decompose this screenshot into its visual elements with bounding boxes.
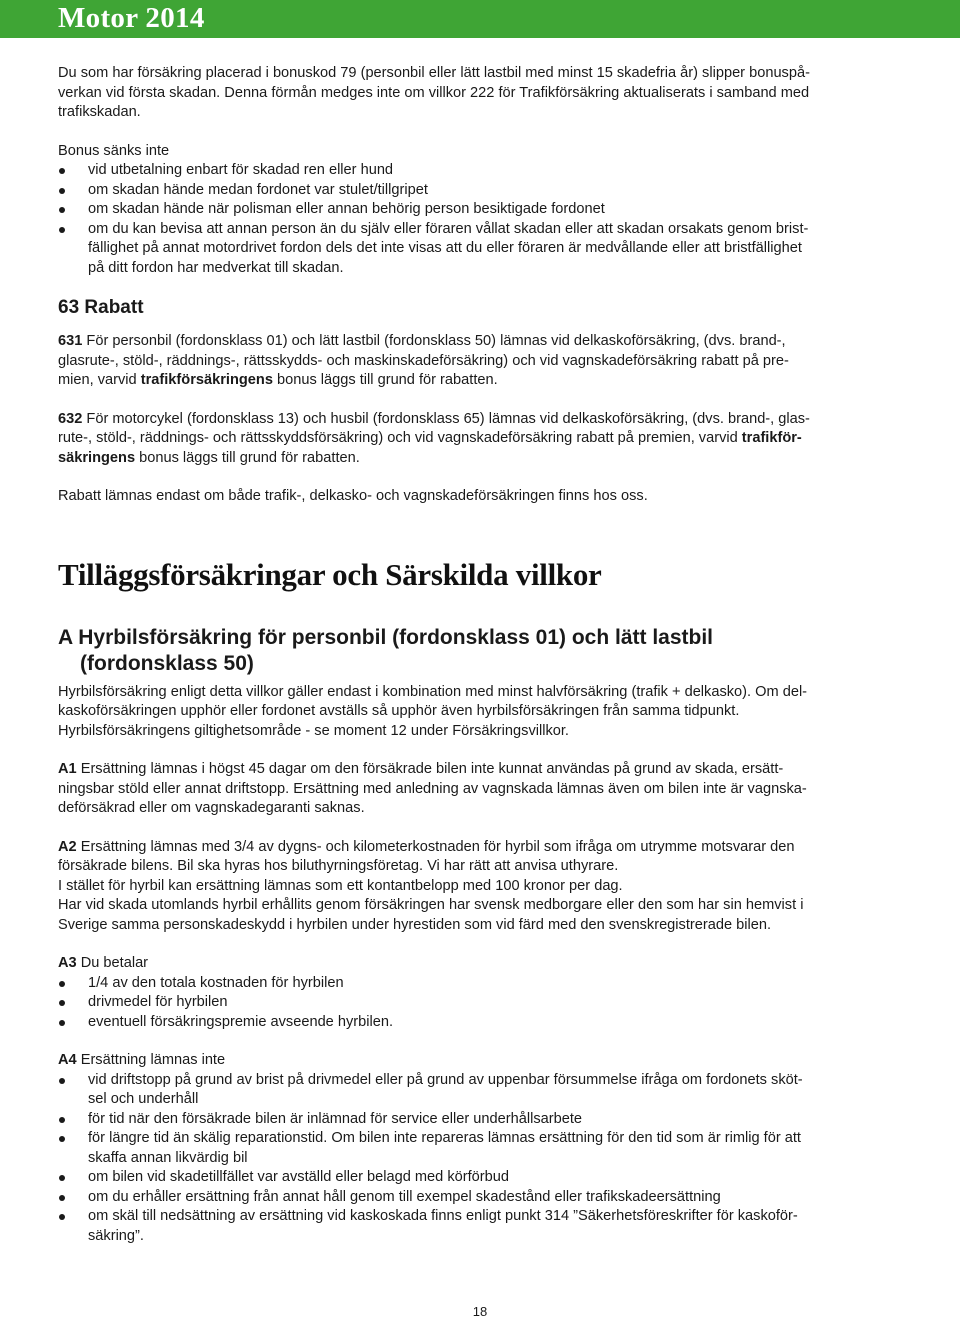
rabatt-heading: 63 Rabatt: [58, 297, 144, 318]
page-number: 18: [472, 1304, 488, 1319]
paragraph-631: 631 För personbil (fordonsklass 01) och lätt lastbil (fordonsklass 50) lämnas vid delkaskoförsäkring, (dvs. brand-, glasrute-, stöld-, räddnings-, rättsskydds- och maskinskadeförsäkring) och vid vagnskadeförsäkring rabatt på pre- mien, varvid trafikförsäkringens bonus läggs till grund för rabatten.: [58, 333, 789, 388]
a3-item: 1/4 av den totala kostnaden för hyrbilen: [58, 974, 898, 994]
intro-line-1: Du som har försäkring placerad i bonuskod 79 (personbil eller lätt lastbil med minst 15 skadefria år) slipper bonuspå-: [58, 65, 810, 81]
a4-item: om du erhåller ersättning från annat håll genom till exempel skadestånd eller trafikskadeersättning: [58, 1188, 898, 1208]
clause-number-a3: A3: [58, 955, 77, 971]
bonus-item: om skadan hände medan fordonet var stulet/tillgripet: [58, 181, 898, 201]
paragraph-632: 632 För motorcykel (fordonsklass 13) och husbil (fordonsklass 65) lämnas vid delkaskoförsäkring, (dvs. brand-, glas- rute-, stöld-, räddnings- och rättsskyddsförsäkring) och vid vagnskadeförsäkring rabatt på premien, varvid trafikför- säkringens bonus läggs till grund för rabatten.: [58, 410, 810, 466]
page-content: [58, 64, 898, 1246]
hyrbil-intro: Hyrbilsförsäkring enligt detta villkor gäller endast i kombination med minst halvförsäkring (trafik + delkasko). Om del- kaskoförsäkringen upphör eller fordonet avställs så upphör även hyrbilsförsäkringen från samma tidpunkt. Hyrbilsförsäkringens giltighetsområde - se moment 12 under Försäkringsvillkor.: [58, 683, 808, 739]
clause-number-a4: A4: [58, 1052, 77, 1068]
clause-number-a1: A1: [58, 761, 77, 777]
a4-list: [58, 1071, 898, 1247]
clause-number-631: 631: [58, 333, 83, 349]
bonus-heading: Bonus sänks inte: [58, 142, 170, 159]
bonus-list: [58, 161, 898, 278]
bonus-item: om du kan bevisa att annan person än du själv eller föraren vållat skadan eller att skadan orsakats genom brist- fällighet på annat motordrivet fordon dels det inte visas att du eller föraren är medvållande eller att bristfällighet på ditt fordon har medverkat till skadan.: [58, 220, 898, 279]
a4-item: för tid när den försäkrade bilen är inlämnad för service eller underhållsarbete: [58, 1110, 898, 1130]
rabatt-note: Rabatt lämnas endast om både trafik-, delkasko- och vagnskadeförsäkringen finns hos oss.: [58, 488, 648, 504]
header-bar: [0, 0, 960, 38]
hyrbil-heading: A Hyrbilsförsäkring för personbil (fordonsklass 01) och lätt lastbil (fordonsklass 50): [58, 625, 714, 675]
clause-a1: A1 Ersättning lämnas i högst 45 dagar om den försäkrade bilen inte kunnat användas på grund av skada, ersätt- ningsbar stöld eller annat driftstopp. Ersättning med anledning av vagnskada lämnas även om bilen inte är vagnska- deförsäkrad eller om vagnskadegaranti saknas.: [58, 761, 807, 816]
clause-a2: A2 Ersättning lämnas med 3/4 av dygns- och kilometerkostnaden för hyrbil som ifråga om utrymme motsvarar den försäkrade bilens. Bil ska hyras hos biluthyrningsföretag. Vi har rätt att anvisa uthyrare. I stället för hyrbil kan ersättning lämnas som ett kontantbelopp med 100 kronor per dag. Har vid skada utomlands hyrbil erhållits genom försäkringen har svensk medborgare eller den som har sin hemvist i Sverige samma personskadeskydd i hyrbilen under hyrestiden som vid färd med den svenskregistrerade bilen.: [58, 838, 804, 933]
a4-item: för längre tid än skälig reparationstid. Om bilen inte repareras lämnas ersättning för den tid som är rimlig för att skaffa annan likvärdig bil: [58, 1129, 898, 1168]
bonus-item: vid utbetalning enbart för skadad ren eller hund: [58, 161, 898, 181]
intro-line-2: verkan vid första skadan. Denna förmån medges inte om villkor 222 för Trafikförsäkring aktualiserats i samband med: [58, 84, 810, 101]
intro-paragraph: [58, 64, 898, 123]
bonus-item: om skadan hände när polisman eller annan behörig person besiktigade fordonet: [58, 200, 898, 220]
a4-item: om bilen vid skadetillfället var avställd eller belagd med körförbud: [58, 1168, 898, 1188]
page-header-title: Motor 2014: [58, 2, 205, 34]
section-title: Tilläggsförsäkringar och Särskilda villkor: [58, 556, 602, 592]
clause-number-632: 632: [58, 410, 83, 427]
a4-item: om skäl till nedsättning av ersättning vid kaskoskada finns enligt punkt 314 ”Säkerhetsföreskrifter för kaskoför- säkring”.: [58, 1207, 898, 1246]
intro-line-3: trafikskadan.: [58, 104, 141, 120]
clause-number-a2: A2: [58, 838, 77, 855]
clause-a3-heading: A3 Du betalar: [58, 955, 149, 971]
clause-a4-heading: A4 Ersättning lämnas inte: [58, 1052, 226, 1068]
a4-item: vid driftstopp på grund av brist på drivmedel eller på grund av uppenbar försummelse ifråga om fordonets sköt- sel och underhåll: [58, 1071, 898, 1110]
a3-item: drivmedel för hyrbilen: [58, 993, 898, 1013]
a3-list: [58, 974, 898, 1033]
a3-item: eventuell försäkringspremie avseende hyrbilen.: [58, 1013, 898, 1033]
